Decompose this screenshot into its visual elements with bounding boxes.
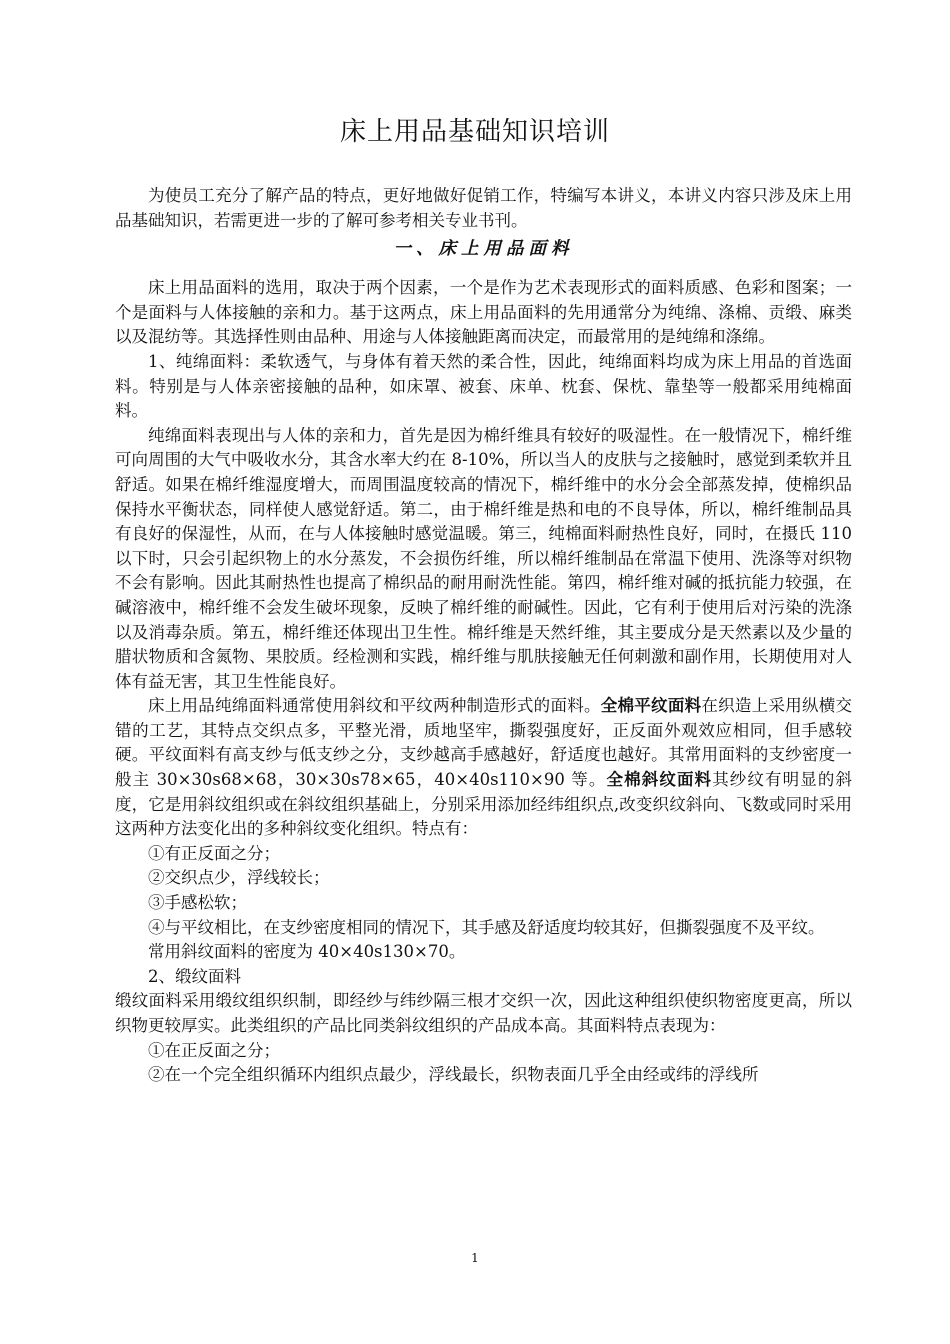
plain-weave-term: 全棉平纹面料: [600, 696, 702, 716]
section-heading-fabric: 一、床上用品面料: [393, 239, 574, 260]
page-number: 1: [471, 1251, 479, 1265]
document-body: [115, 184, 852, 1088]
document-title: 床上用品基础知识培训: [339, 117, 610, 147]
cotton-intro-paragraph: 1、纯绵面料：柔软透气，与身体有着天然的柔合性，因此，纯绵面料均成为床上用品的首选面料。特别是与人体亲密接触的品种，如床罩、被套、床单、枕套、保枕、靠垫等一般都采用纯棉面料。: [115, 351, 852, 421]
plain-weave-text: 在织造上采用纵横交错的工艺，其特点交织点多，平整光滑，质地坚牢，撕裂强度好，正反面外观效应相同，但手感较硬。平纹面料有高支纱与低支纱之分，支纱越高手感越好，舒适度也越好。其常用面料的支纱密度一般主 30×30s68×68，30×30s78×65，40×40s110×90 等。: [115, 696, 853, 790]
twill-feature-item: ①有正反面之分；: [148, 843, 280, 863]
twill-feature-item: ④与平纹相比，在支纱密度相同的情况下，其手感及舒适度均较其好，但撕裂强度不及平纹。: [148, 917, 825, 937]
twill-density-paragraph: 常用斜纹面料的密度为 40×40s130×70。: [148, 942, 466, 962]
fabric-choice-paragraph: 床上用品面料的选用，取决于两个因素，一个是作为艺术表现形式的面料质感、色彩和图案；一个是面料与人体接触的亲和力。基于这两点，床上用品面料的先用通常分为纯绵、涤棉、贡缎、麻类以及混纺等。其选择性则由品种、用途与人体接触距离而决定，而最常用的是纯绵和涤绵。: [115, 278, 852, 347]
twill-feature-item: ③手感松软；: [148, 893, 247, 913]
twill-text: 其纱纹有明显的斜度，它是用斜纹组织或在斜纹组织基础上，分别采用添加经纬组织点,改变织纹斜向、飞数或同时采用这两种方法变化出的多种斜纹变化组织。特点有：: [115, 770, 853, 839]
cotton-detail-paragraph: 纯绵面料表现出与人体的亲和力，首先是因为棉纤维具有较好的吸湿性。在一般情况下，棉纤维可向周围的大气中吸收水分，其含水率大约在 8-10%，所以当人的皮肤与之接触时，感觉到柔软并且舒适。如果在棉纤维湿度增大，而周围温度较高的情况下，棉纤维中的水分会全部蒸发掉，使棉织品保持水平衡状态，同样使人感觉舒适。第二，由于棉纤维是热和电的不良导体，所以，棉纤维制品具有良好的保湿性，从而，在与人体接触时感觉温暖。第三，纯棉面料耐热性良好，同时，在摄氏 110 以下时，只会引起织物上的水分蒸发，不会损伤纤维，所以棉纤维制品在常温下使用、洗涤等对织物不会有影响。因此其耐热性也提高了棉织品的耐用耐洗性能。第四，棉纤维对碱的抵抗能力较强，在碱溶液中，棉纤维不会发生破坏现象，反映了棉纤维的耐碱性。因此，它有利于使用后对污染的洗涤以及消毒杂质。第五，棉纤维还体现出卫生性。棉纤维是天然纤维，其主要成分是天然素以及少量的腊状物质和含氮物、果胶质。经检测和实践，棉纤维与肌肤接触无任何刺激和副作用，长期使用对人体有益无害，其卫生性能良好。: [115, 425, 852, 691]
weave-paragraph: [115, 694, 852, 842]
intro-paragraph: 为使员工充分了解产品的特点，更好地做好促销工作，特编写本讲义，本讲义内容只涉及床上用品基础知识，若需更进一步的了解可参考相关专业书刊。: [115, 186, 852, 230]
satin-feature-item: ①在正反面之分；: [148, 1040, 280, 1060]
twill-term: 全棉斜纹面料: [606, 770, 713, 790]
twill-feature-item: ②交织点少，浮线较长；: [148, 868, 330, 888]
satin-paragraph: 缎纹面料采用缎纹组织织制，即经纱与纬纱隔三根才交织一次，因此这种组织使织物密度更高，所以织物更较厚实。此类组织的产品比同类斜纹组织的产品成本高。其面料特点表现为：: [115, 991, 852, 1035]
weave-intro-text: 床上用品纯绵面料通常使用斜纹和平纹两种制造形式的面料。: [148, 696, 601, 716]
satin-feature-item: ②在一个完全组织循环内组织点最少，浮线最长，织物表面几乎全由经或纬的浮线所: [148, 1065, 759, 1085]
satin-heading: 2、缎纹面料: [148, 966, 241, 986]
